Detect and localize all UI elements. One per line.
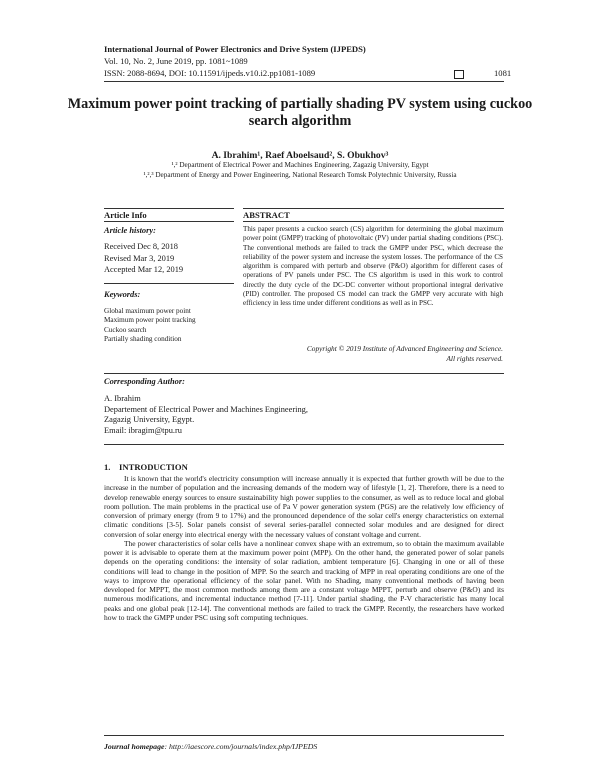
volume-info: Vol. 10, No. 2, June 2019, pp. 1081~1089 <box>104 56 248 66</box>
homepage-label: Journal homepage <box>104 742 165 751</box>
keyword-item: Partially shading condition <box>104 334 182 343</box>
corresponding-rule-bottom <box>104 444 504 445</box>
introduction-body <box>104 474 504 622</box>
corresponding-name: A. Ibrahim <box>104 394 141 403</box>
keyword-item: Global maximum power point <box>104 307 191 315</box>
keywords-heading: Keywords: <box>104 290 141 299</box>
introduction-heading: 1. INTRODUCTION <box>104 462 188 472</box>
page-box-icon <box>454 70 464 79</box>
affiliation-1: ¹,² Department of Electrical Power and Machines Engineering, Zagazig University, Egypt <box>171 161 429 169</box>
affiliation-2: ¹,²,³ Department of Energy and Power Engineering, National Research Tomsk Polytechnic University, Russia <box>143 171 457 179</box>
journal-name: International Journal of Power Electronics and Drive System (IJPEDS) <box>104 44 366 54</box>
page-number: 1081 <box>494 68 512 78</box>
corresponding-heading: Corresponding Author: <box>104 377 185 386</box>
article-info-heading: Article Info <box>104 210 147 220</box>
corresponding-email: Email: ibragim@tpu.ru <box>104 425 182 435</box>
history-accepted: Accepted Mar 12, 2019 <box>104 265 184 274</box>
copyright-block <box>243 344 503 364</box>
history-revised: Revised Mar 3, 2019 <box>104 253 175 263</box>
history-list <box>104 241 183 276</box>
issn-doi: ISSN: 2088-8694, DOI: 10.11591/ijpeds.v10.i2.pp1081-1089 <box>104 68 316 78</box>
footer-rule <box>104 735 504 736</box>
abstract-text: This paper presents a cuckoo search (CS) algorithm for determining the global maximum power point (GMPP) tracking of photovoltaic (PV) under partial shading conditions (PSC). The conventional methods are failed to track the GMPP under PSC, which decrease the reliability of the power system and increase the system losses. The performance of the CS algorithm is compared with perturb and observe (P&O) algorithm for different cases of operations of PV panels under PSC. The CS algorithm is used in this work to control directly the duty cycle of the DC-DC converter without proportional integral derivative (PID) controller. The proposed CS model can track the GMPP very accurate with high efficiency in less time under different conditions as well as in PSC. <box>243 225 503 307</box>
article-info-rule <box>104 221 234 222</box>
intro-paragraph-1: It is known that the world's electricity consumption will increase annually it is expected that further growth will be due to the increase in the number of population and the increasing demands of the modern way of lifestyle [1, 2]. Therefore, there is a need to develop renewable energy sources to ensure sustainability high power supplies to the consumer, as well as to reduce local and global room pollution. The main problems in the practical use of Pa V power generation system (PGS) are the relatively low efficiency of conversion of primary energy (from 9 to 17%) and the pronounced dependence of the solar cell's energy characteristics on external climatic conditions [3-5]. Solar panels consist of several series-parallel connected solar modules and are designed for direct conversion of solar energy into electrical energy with the necessary values of constant voltage and current. <box>104 474 504 539</box>
keywords-rule <box>104 283 234 284</box>
copyright-line: Copyright © 2019 Institute of Advanced Engineering and Science. <box>306 344 503 353</box>
paper-title: Maximum power point tracking of partially shading PV system using cuckoo search algorithm <box>67 96 533 129</box>
corresponding-univ: Zagazig University, Egypt. <box>104 415 195 424</box>
article-info-rule-top <box>104 208 234 209</box>
history-heading: Article history: <box>104 226 156 235</box>
intro-paragraph-2: The power characteristics of solar cells have a nonlinear convex shape with an extremum, so to obtain the maximum available power it is advisable to operate them at the maximum power point (MPP). On the other hand, the generated power of solar panels depends on the operating conditions: the intensity of solar radiation, ambient temperature [6]. Changing in one or all of these conditions will lead to change in the position of MPP. So the search and tracking of MPP in real operating conditions are one of the ways to improve the operational efficiency of the solar panel. With no Shading, many conventional methods of having been developed for MPPT, the most common methods among them are a constant voltage MPPT, perturb and observe (P&O) and its numerous modifications, and incremental inductance method [7-11]. Under partial shading, the P-V characteristic has many local peaks and one global peak [12-14]. The conventional methods are failed to track the GMPP. Recently, the researchers have worked how to track the GMPP under PSC using soft computing techniques. <box>104 538 504 622</box>
page-number-block <box>454 68 511 79</box>
header-divider <box>104 81 504 82</box>
abstract-rule <box>243 221 504 222</box>
keyword-item: Maximum power point tracking <box>104 316 196 325</box>
rights-line: All rights reserved. <box>446 354 503 363</box>
abstract-heading: ABSTRACT <box>243 210 290 220</box>
history-received: Received Dec 8, 2018 <box>104 242 178 251</box>
corresponding-block <box>104 394 308 436</box>
corresponding-dept: Departement of Electrical Power and Machines Engineering, <box>104 404 308 414</box>
authors: A. Ibrahim¹, Raef Aboelsaud², S. Obukhov³ <box>211 150 389 161</box>
keywords-list <box>104 307 196 344</box>
abstract-rule-top <box>243 208 504 209</box>
journal-homepage <box>104 742 317 751</box>
homepage-link[interactable]: : http://iaescore.com/journals/index.php/IJPEDS <box>164 742 318 751</box>
corresponding-rule-top <box>104 373 504 374</box>
keyword-item: Cuckoo search <box>104 325 147 334</box>
